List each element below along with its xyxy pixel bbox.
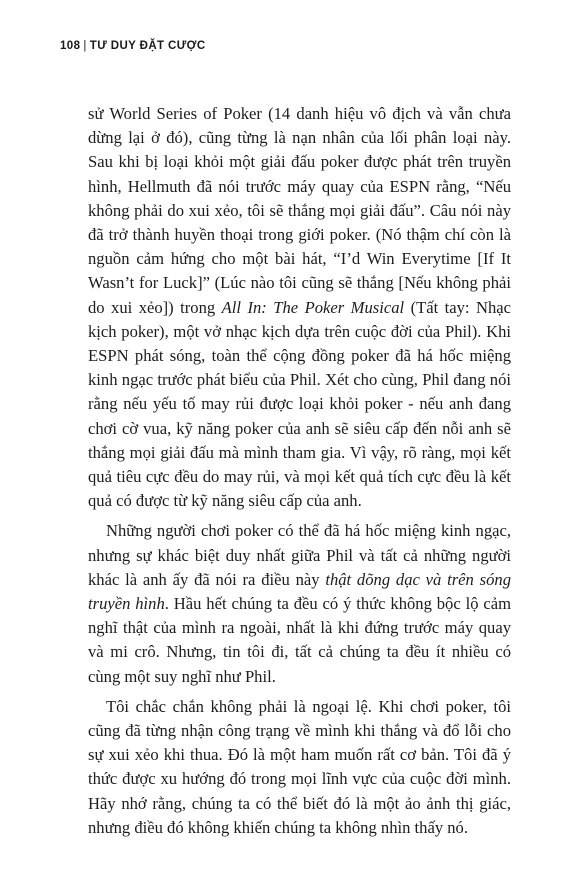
text-run: Những người chơi poker có thể đã há hốc miệng kinh ngạc, nhưng sự khác biệt duy nhất giữa Phil và tất cả những người khác là anh ấy đã nói ra điều này (88, 521, 511, 589)
header-separator: | (83, 40, 87, 52)
body-text (88, 102, 511, 840)
page-number: 108 (60, 40, 81, 52)
chapter-title: TƯ DUY ĐẶT CƯỢC (89, 40, 206, 52)
book-title-run: All In: The Poker Musical (221, 297, 405, 317)
emphasis-run: thật dõng dạc và trên sóng truyền hình (88, 569, 511, 614)
paragraph-3 (88, 695, 511, 840)
text-run: (Tất tay: Nhạc kịch poker), một vở nhạc kịch dựa trên cuộc đời của Phil). Khi ESPN phát sóng, toàn thể cộng đồng poker đã há hốc miệng kinh ngạc trước phát biểu của Phil. Xét cho cùng, Phil đang nói rằng nếu yếu tố may rủi được loại khỏi poker - nếu anh đang chơi cờ vua, kỹ năng poker của anh sẽ siêu cấp đến nỗi anh sẽ thắng mọi giải đấu mà mình tham gia. Vì vậy, rõ ràng, mọi kết quả tiêu cực đều do may rủi, và mọi kết quả tích cực đều là kết quả có được từ kỹ năng siêu cấp của anh. (88, 297, 511, 511)
text-run: Tôi chắc chắn không phải là ngoại lệ. Khi chơi poker, tôi cũng đã từng nhận công trạng về mình khi thắng và đổ lỗi cho sự xui xẻo khi thua. Đó là một ham muốn rất cơ bản. Tôi đã ý thức được xu hướng đó trong mọi lĩnh vực của cuộc đời mình. Hãy nhớ rằng, chúng ta có thể biết đó là một ảo ảnh thị giác, nhưng điều đó không khiến chúng ta không nhìn thấy nó. (88, 696, 511, 837)
running-header (60, 40, 206, 52)
text-run: . Hầu hết chúng ta đều có ý thức không bộc lộ cảm nghĩ thật của mình ra ngoài, nhất là khi đứng trước máy quay và mi crô. Nhưng, tin tôi đi, tất cả chúng ta đều ít nhiều có cùng một suy nghĩ như Phil. (88, 594, 511, 686)
paragraph-2 (88, 519, 511, 688)
text-run: sử World Series of Poker (14 danh hiệu vô địch và vẫn chưa dừng lại ở đó), cũng từng là nạn nhân của lối phân loại này. Sau khi bị loại khỏi một giải đấu poker được phát trên truyền hình, Hellmuth đã nói trước máy quay của ESPN rằng, “Nếu không phải do xui xẻo, tôi sẽ thắng mọi giải đấu”. Câu nói này đã trở thành huyền thoại trong giới poker. (Nó thậm chí còn là nguồn cảm hứng cho một bài hát, “I’d Win Everytime [If It Wasn’t for Luck]” (Lúc nào tôi cũng sẽ thắng [Nếu không phải do xui xẻo]) trong (88, 104, 511, 317)
paragraph-1 (88, 102, 511, 513)
